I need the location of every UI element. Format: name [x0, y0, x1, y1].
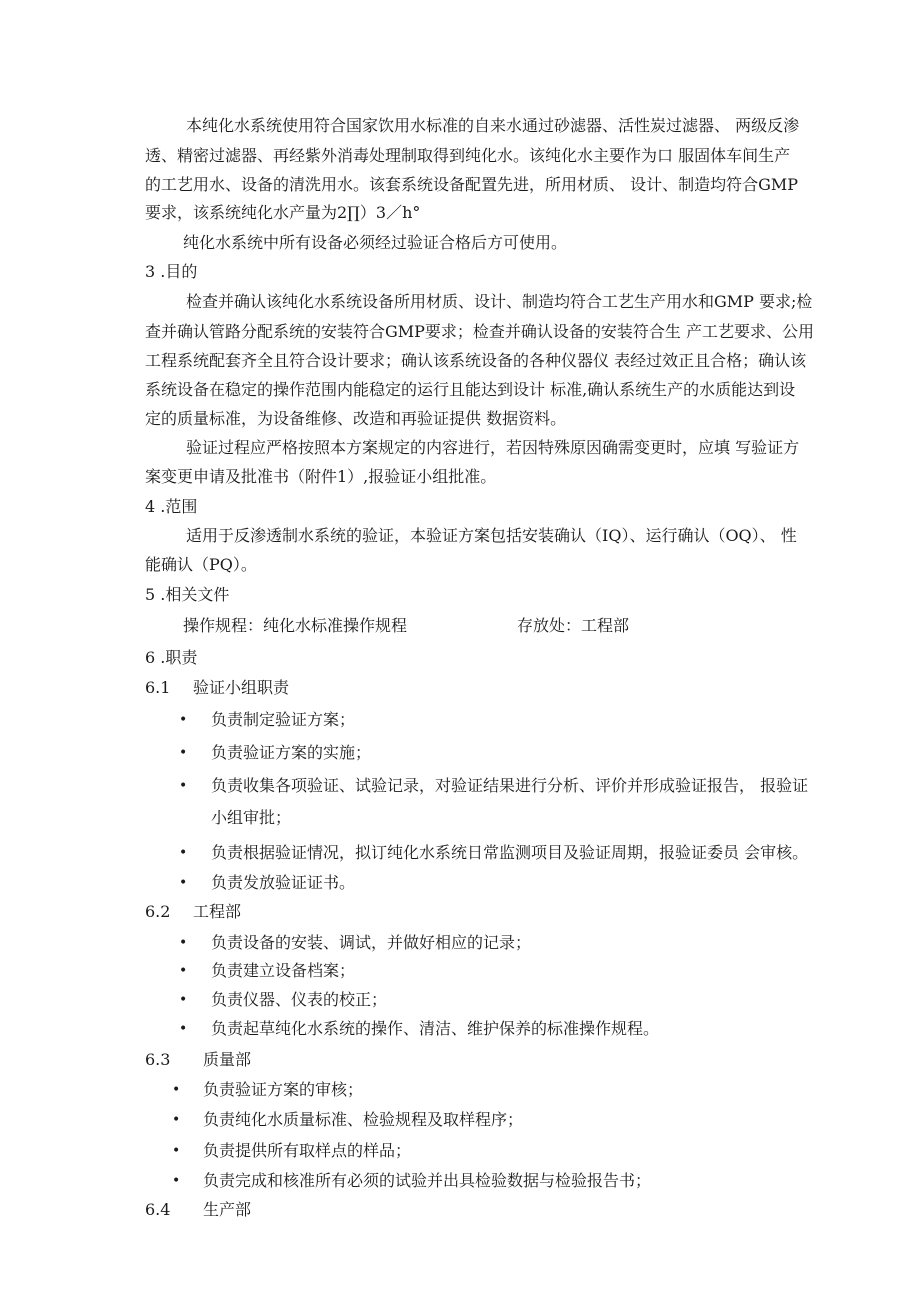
s5-doc-label: 操作规程：纯化水标准操作规程 — [183, 616, 408, 635]
bullet-icon: • — [179, 712, 188, 728]
s6-2-number: 6.2 — [145, 902, 171, 921]
s6-3-item-1: 负责验证方案的审核； — [203, 1080, 364, 1099]
s6-3-number: 6.3 — [145, 1050, 171, 1069]
intro-line-2: 透、精密过滤器、再经紫外消毒处理制取得到纯化水。该纯化水主要作为口 服固体车间生产 — [145, 146, 791, 165]
section-6-heading: 6 .职责 — [145, 648, 198, 667]
s6-3-item-3: 负责提供所有取样点的样品； — [203, 1141, 412, 1160]
bullet-icon: • — [179, 935, 188, 951]
s6-1-item-4: 负责根据验证情况，拟订纯化水系统日常监测项目及验证周期，报验证委员 会审核。 — [211, 843, 809, 862]
s3-line-4: 系统设备在稳定的操作范围内能稳定的运行且能达到设计 标准,确认系统生产的水质能达到设 — [145, 380, 796, 399]
s3-line-1: 检查并确认该纯化水系统设备所用材质、设计、制造均符合工艺生产用水和GMP 要求;检 — [186, 292, 813, 311]
s6-2-item-4: 负责起草纯化水系统的操作、清洁、维护保养的标准操作规程。 — [211, 1019, 660, 1038]
s3-line-2: 查并确认管路分配系统的安装符合GMP要求；检查并确认设备的安装符合生 产工艺要求、公用 — [145, 322, 815, 341]
section-5-heading: 5 .相关文件 — [145, 585, 230, 604]
s5-store-label: 存放处：工程部 — [517, 616, 630, 635]
bullet-icon: • — [179, 1021, 188, 1037]
s3-p2-line-1: 验证过程应严格按照本方案规定的内容进行，若因特殊原因确需变更时，应填 写验证方 — [186, 438, 800, 457]
s6-2-item-2: 负责建立设备档案； — [211, 961, 356, 980]
s6-1-item-5: 负责发放验证证书。 — [211, 873, 356, 892]
bullet-icon: • — [172, 1173, 181, 1189]
s6-1-item-1: 负责制定验证方案； — [211, 710, 356, 729]
intro-line-3: 的工艺用水、设备的清洗用水。该套系统设备配置先进，所用材质、 设计、制造均符合GMP — [145, 175, 799, 194]
section-4-heading: 4 .范围 — [145, 497, 198, 516]
s6-1-item-2: 负责验证方案的实施； — [211, 743, 372, 762]
s4-line-2: 能确认（PQ）。 — [145, 555, 257, 574]
intro-line-1: 本纯化水系统使用符合国家饮用水标准的自来水通过砂滤器、活性炭过滤器、 两级反渗 — [186, 116, 800, 135]
s4-line-1: 适用于反渗透制水系统的验证，本验证方案包括安装确认（IQ）、运行确认（OQ）、 性 — [186, 526, 797, 545]
bullet-icon: • — [172, 1112, 181, 1128]
bullet-icon: • — [179, 745, 188, 761]
bullet-icon: • — [179, 992, 188, 1008]
s6-1-title: 验证小组职责 — [193, 678, 290, 697]
s3-line-3: 工程系统配套齐全且符合设计要求；确认该系统设备的各种仪器仪 表经过效正且合格；确认该 — [145, 351, 807, 370]
s3-p2-line-2: 案变更申请及批准书（附件1）,报验证小组批准。 — [145, 467, 497, 486]
s6-3-item-4: 负责完成和核准所有必须的试验并出具检验数据与检验报告书； — [203, 1171, 652, 1190]
s6-1-item-3: 负责收集各项验证、试验记录，对验证结果进行分析、评价并形成验证报告， 报验证 — [211, 776, 809, 795]
intro-line-4: 要求，该系统纯化水产量为2∏）3／h° — [145, 203, 421, 222]
bullet-icon: • — [179, 845, 188, 861]
bullet-icon: • — [179, 778, 188, 794]
s6-2-item-1: 负责设备的安装、调试，并做好相应的记录； — [211, 933, 532, 952]
bullet-icon: • — [172, 1143, 181, 1159]
s6-2-item-3: 负责仪器、仪表的校正； — [211, 990, 388, 1009]
bullet-icon: • — [172, 1082, 181, 1098]
bullet-icon: • — [179, 875, 188, 891]
s6-1-number: 6.1 — [145, 678, 171, 697]
intro-paragraph-2: 纯化水系统中所有设备必须经过验证合格后方可使用。 — [183, 233, 568, 252]
s3-line-5: 定的质量标准，为设备维修、改造和再验证提供 数据资料。 — [145, 409, 567, 428]
section-3-heading: 3 .目的 — [145, 262, 198, 281]
s6-4-number: 6.4 — [145, 1200, 171, 1219]
bullet-icon: • — [179, 963, 188, 979]
s6-3-item-2: 负责纯化水质量标准、检验规程及取样程序； — [203, 1110, 524, 1129]
s6-1-item-3-cont: 小组审批； — [211, 808, 292, 827]
s6-4-title: 生产部 — [203, 1200, 252, 1219]
s6-3-title: 质量部 — [203, 1050, 252, 1069]
s6-2-title: 工程部 — [193, 902, 242, 921]
